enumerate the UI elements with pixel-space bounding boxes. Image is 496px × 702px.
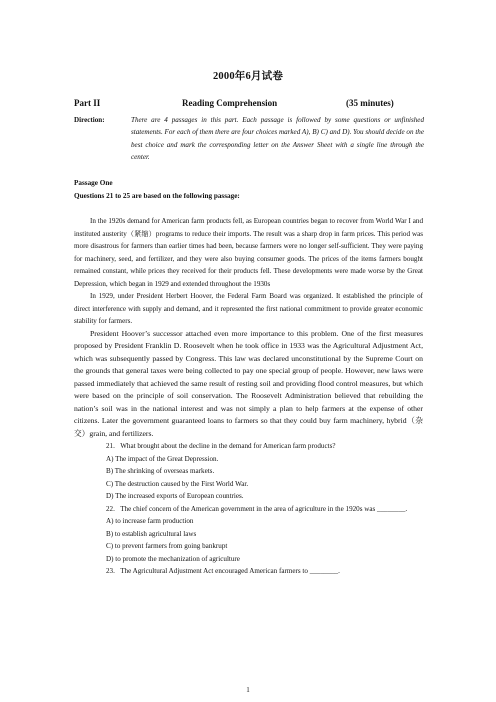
answer-option[interactable]: B) The shrinking of overseas markets. [106, 467, 215, 475]
passage-paragraph: In 1929, under President Herbert Hoover, the Federal Farm Board was organized. It established the principle of direct interference with supply and demand, and it represented the first national commitment to provide greater economic stability for farmers. [74, 292, 423, 325]
passage-paragraph: In the 1920s demand for American farm products fell, as European countries began to recover from World War I and instituted austerity（紧缩）programs to reduce their imports. The result was a sharp drop in farm prices. This period was more disastrous for farmers than earlier times had been, because farmers were no longer self-sufficient. They were paying for machinery, seed, and fertilizer, and they were also buying consumer goods. The prices of the items farmers bought remained constant, while prices they received for their products fell. These developments were made worse by the Great Depression, which began in 1929 and extended throughout the 1930s [74, 217, 423, 288]
question-21 [74, 440, 423, 503]
answer-option[interactable]: A) The impact of the Great Depression. [106, 454, 219, 463]
answer-option[interactable]: C) The destruction caused by the First World War. [106, 479, 249, 488]
directions [74, 114, 424, 164]
question-stem: 21. What brought about the decline in the demand for American farm products? [106, 442, 336, 450]
part-name: Reading Comprehension [182, 98, 278, 108]
passage-paragraph: President Hoover’s successor attached even more importance to this problem. One of the first measures proposed by President Franklin D. Roosevelt when he took office in 1933 was the Agricultural Adjustment Act, which was subsequently passed by Congress. This law was declared unconstitutional by the Supreme Court on the grounds that general taxes were being collected to pay one special group of people. However, new laws were passed immediately that achieved the same result of resting soil and providing flood control measures, but which were based on the principle of soil conservation. The Roosevelt Administration believed that rebuilding the nation’s soil was in the national interest and was not simply a plan to help farmers at the expense of other citizens. Later the government guaranteed loans to farmers so that they could buy farm machinery, hybrid（杂交）grain, and fertilizers. [74, 328, 423, 438]
passage-heading: Passage One [74, 179, 113, 187]
answer-option[interactable]: D) to promote the mechanization of agriculture [106, 554, 240, 563]
passage-body [74, 215, 423, 578]
question-stem: 22. The chief concern of the American government in the area of agriculture in the 1920s was ________. [106, 504, 408, 513]
direction-label: Direction: [74, 116, 105, 124]
direction-text: There are 4 passages in this part. Each passage is followed by some questions or unfinished statements. For each of them there are four choices marked A), B) C) and D). You should decide on the best choice and mark the corresponding letter on the Answer Sheet with a single line through the center. [131, 116, 424, 162]
part-label: Part II [74, 98, 101, 108]
answer-option[interactable]: A) to increase farm production [106, 517, 194, 525]
part-time: (35 minutes) [346, 98, 394, 108]
answer-option[interactable]: C) to prevent farmers from going bankrupt [106, 542, 228, 550]
part-header [74, 98, 424, 112]
passage-intro: Questions 21 to 25 are based on the following passage: [74, 192, 240, 200]
question-22 [74, 503, 423, 566]
answer-option[interactable]: B) to establish agricultural laws [106, 529, 197, 538]
question-stem: 23. The Agricultural Adjustment Act encouraged American farmers to ________. [106, 567, 340, 575]
question-23 [74, 565, 423, 578]
document-title: 2000年6月试卷 [212, 71, 284, 82]
page-number: 1 [246, 686, 250, 694]
answer-option[interactable]: D) The increased exports of European countries. [106, 492, 244, 500]
